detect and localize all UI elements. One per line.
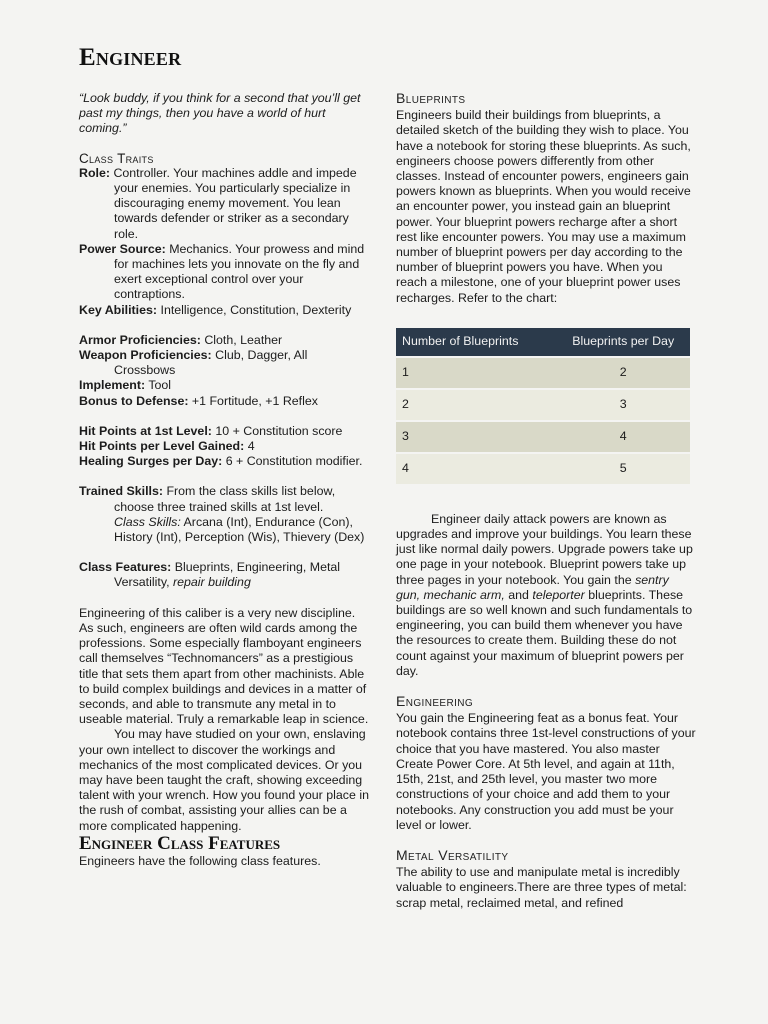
metal-versatility-text: The ability to use and manipulate metal is incredibly valuable to engineers.There are three types of metal: scrap metal, reclaimed metal, and refined [396,865,687,910]
healing-surges-label: Healing Surges per Day: [79,454,223,469]
table-header-per-day: Blueprints per Day [556,328,690,357]
daily-italic-2: teleporter [532,587,585,602]
blueprints-heading: Blueprints [396,90,466,106]
flavor-quote: “Look buddy, if you think for a second that you’ll get past my things, then you have a world of hurt coming.” [79,91,361,136]
defense-entry [79,394,371,409]
intro-paragraph-2: You may have studied on your own, enslaving your own intellect to discover the workings and mechanics of the most complicated devices. Or you may have been taught the craft, showing exceeding talent with your wrench. How you found your place in the rush of combat, assisting your allies can be a more complicated happening. [79,727,369,833]
armor-text: Cloth, Leather [204,332,283,347]
trained-skills-text: From the class skills list below, choose three trained skills at 1st level. [114,484,336,514]
class-features-label: Class Features: [79,560,172,575]
class-traits-heading: Class Traits [79,150,154,166]
hp-first-level-label: Hit Points at 1st Level: [79,423,212,438]
table-header-number: Number of Blueprints [396,328,556,357]
table-row [396,389,690,421]
left-column [79,91,371,869]
key-abilities-entry [79,303,371,318]
daily-powers-paragraph [396,512,696,679]
armor-entry [79,333,371,348]
daily-text-a: Engineer daily attack powers are known as upgrades and improve your buildings. You learn these just like normal daily powers. Upgrade powers take up one page in your notebook. Blueprint powers take up three pages in your notebook. You gain the [396,511,693,587]
armor-label: Armor Proficiencies: [79,332,201,347]
weapon-label: Weapon Proficiencies: [79,348,212,363]
implement-label: Implement: [79,378,146,393]
class-skills-text: Arcana (Int), Endurance (Con), History (Int), Perception (Wis), Thievery (Dex) [114,514,365,545]
class-skills-label: Class Skills: [114,514,181,529]
intro-paragraph-1: Engineering of this caliber is a very new discipline. As such, engineers are often wild cards among the professions. Some especially flamboyant engineers call themselves “Technomancers” as a prestigious title that sets them apart from other machinists. Able to build complex buildings and devices in a matter of seconds, and able to transmute any metal in to useable material. Truly a remarkable leap in science. [79,605,369,727]
class-features-text: Blueprints, Engineering, Metal Versatility, [114,560,341,590]
blueprints-text: Engineers build their buildings from blueprints, a detailed sketch of the building they wish to place. You have a notebook for storing these blueprints. As such, engineers choose powers differently from other classes. Instead of encounter powers, engineers gain powers known as blueprints. When you would receive an encounter power, you instead gain an blueprint power. Your blueprint powers recharge after a short rest like encounter powers. You may use a maximum number of blueprint powers per day according to the number of blueprint powers you have. When you reach a milestone, one of your blueprint power uses recharges. Refer to the chart: [396,108,691,305]
engineering-heading: Engineering [396,693,474,710]
table-cell: 1 [396,357,556,389]
power-source-label: Power Source: [79,241,166,256]
role-label: Role: [79,165,110,180]
table-row [396,453,690,484]
power-source-text: Mechanics. Your prowess and mind for machines lets you innovate on the fly and exert exceptional control over your contraptions. [114,241,365,302]
daily-and: and [508,587,529,602]
class-features-intro: Engineers have the following class features. [79,853,321,868]
table-row [396,421,690,453]
healing-surges-text: 6 + Constitution modifier. [225,454,363,469]
metal-versatility-heading: Metal Versatility [396,846,509,863]
table-row [396,357,690,389]
class-features-heading: Engineer Class Features [79,832,281,854]
hp-first-level-entry [79,424,371,439]
class-features-italic: repair building [173,575,251,590]
table-cell: 4 [396,453,556,484]
hp-per-level-text: 4 [247,439,255,454]
implement-text: Tool [148,378,172,393]
table-cell: 3 [556,389,690,421]
trained-skills-label: Trained Skills: [79,484,164,499]
blueprints-table [396,328,690,484]
defense-label: Bonus to Defense: [79,393,189,408]
table-cell: 4 [556,421,690,453]
defense-text: +1 Fortitude, +1 Reflex [191,393,318,408]
hp-per-level-label: Hit Points per Level Gained: [79,439,245,454]
class-features-entry [79,560,371,590]
daily-text-b: blueprints. These buildings are so well known and such fundamentals to engineering, you can build them whenever you have the resources to create them. Building these do not count against your maximum of blueprint powers per day. [396,587,693,678]
page-title: Engineer [79,44,182,71]
role-text: Controller. Your machines addle and impede your enemies. You particularly specialize in discouraging enemy movement. You lean towards defender or striker as a secondary role. [113,165,357,241]
engineering-text: You gain the Engineering feat as a bonus feat. Your notebook contains three 1st-level constructions of your choice that you have mastered. You also master Create Power Core. At 5th level, and again at 11th, 15th, 21st, and 25th level, you master two more constructions of your choice and add them to your notebooks. Any construction you add must be your level or lower. [396,711,696,832]
right-column [396,91,696,911]
table-cell: 2 [556,357,690,389]
weapon-text: Club, Dagger, All Crossbows [114,348,308,378]
healing-surges-entry [79,454,371,469]
daily-italic-1: sentry gun, mechanic arm, [396,572,669,602]
key-abilities-label: Key Abilities: [79,302,158,317]
table-cell: 2 [396,389,556,421]
hp-per-level-entry [79,439,371,454]
implement-entry [79,378,371,393]
trained-skills-entry [79,484,371,545]
table-cell: 5 [556,453,690,484]
power-source-entry [79,242,371,303]
weapon-entry [79,348,371,378]
hp-first-level-text: 10 + Constitution score [215,423,343,438]
table-cell: 3 [396,421,556,453]
key-abilities-text: Intelligence, Constitution, Dexterity [160,302,352,317]
role-entry [79,166,371,242]
